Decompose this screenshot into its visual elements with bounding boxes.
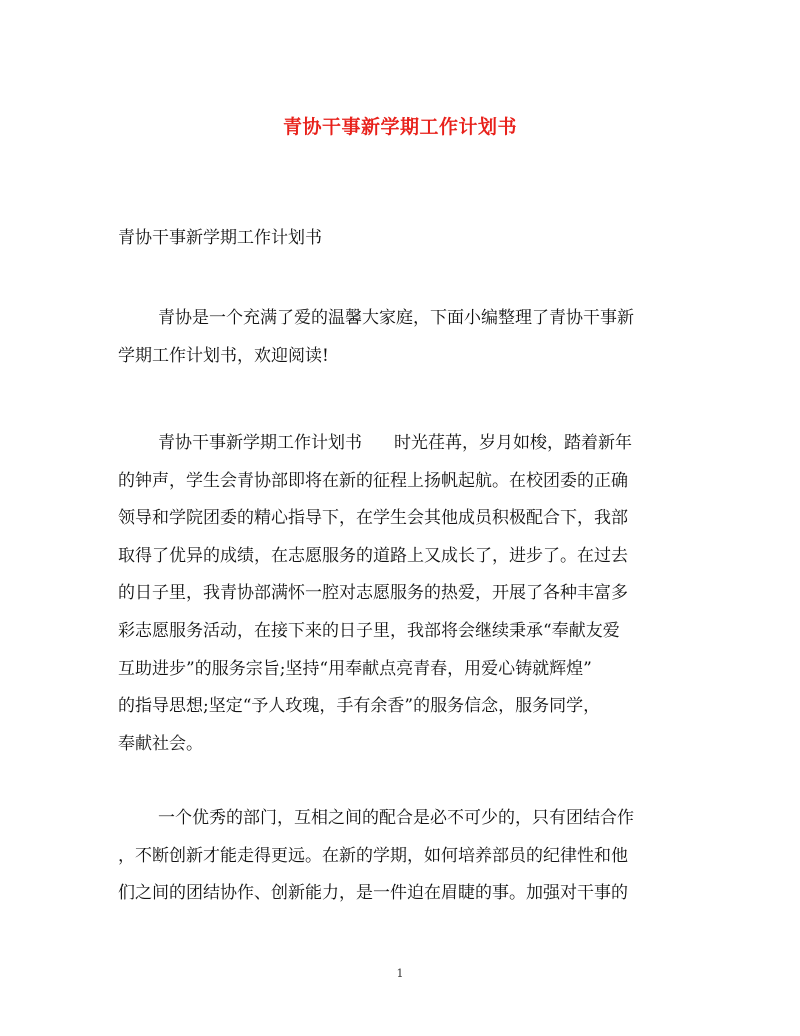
paragraph-line: 领导和学院团委的精心指导下，在学生会其他成员积极配合下，我部 — [118, 508, 628, 529]
paragraph-line: 一个优秀的部门，互相之间的配合是必不可少的，只有团结合作 — [158, 808, 634, 828]
paragraph-line: 互助进步”的服务宗旨;坚持“用奉献点亮青春，用爱心铸就辉煌” — [118, 658, 592, 679]
paragraph-line: 取得了优异的成绩，在志愿服务的道路上又成长了，进步了。在过去 — [118, 545, 628, 566]
paragraph-line: 的钟声，学生会青协部即将在新的征程上扬帆起航。在校团委的正确 — [118, 470, 628, 491]
paragraph-line: 学期工作计划书，欢迎阅读! — [118, 345, 329, 366]
body-paragraph — [118, 800, 688, 913]
paragraph-line: 青协是一个充满了爱的温馨大家庭，下面小编整理了青协干事新 — [158, 308, 634, 328]
document-subtitle: 青协干事新学期工作计划书 — [118, 228, 322, 248]
document-title: 青协干事新学期工作计划书 — [282, 116, 517, 138]
paragraph-line: 们之间的团结协作、创新能力，是一件迫在眉睫的事。加强对干事的 — [118, 883, 628, 904]
paragraph-line: 彩志愿服务活动，在接下来的日子里，我部将会继续秉承“奉献友爱 — [118, 620, 620, 641]
paragraph-first-line — [118, 425, 688, 463]
intro-paragraph — [118, 300, 688, 375]
paragraph-line: 的指导思想;坚定“予人玫瑰，手有余香”的服务信念，服务同学， — [118, 696, 601, 717]
page-number: 1 — [396, 967, 404, 980]
paragraph-line: 的日子里，我青协部满怀一腔对志愿服务的热爱，开展了各种丰富多 — [118, 583, 628, 604]
paragraph-line: ，不断创新才能走得更远。在新的学期，如何培养部员的纪律性和他 — [118, 845, 628, 866]
paragraph-line-text: 时光荏苒，岁月如梭，踏着新年 — [394, 433, 632, 453]
inline-heading: 青协干事新学期工作计划书 — [158, 433, 362, 453]
body-paragraph — [118, 425, 688, 763]
paragraph-line: 奉献社会。 — [118, 733, 203, 754]
